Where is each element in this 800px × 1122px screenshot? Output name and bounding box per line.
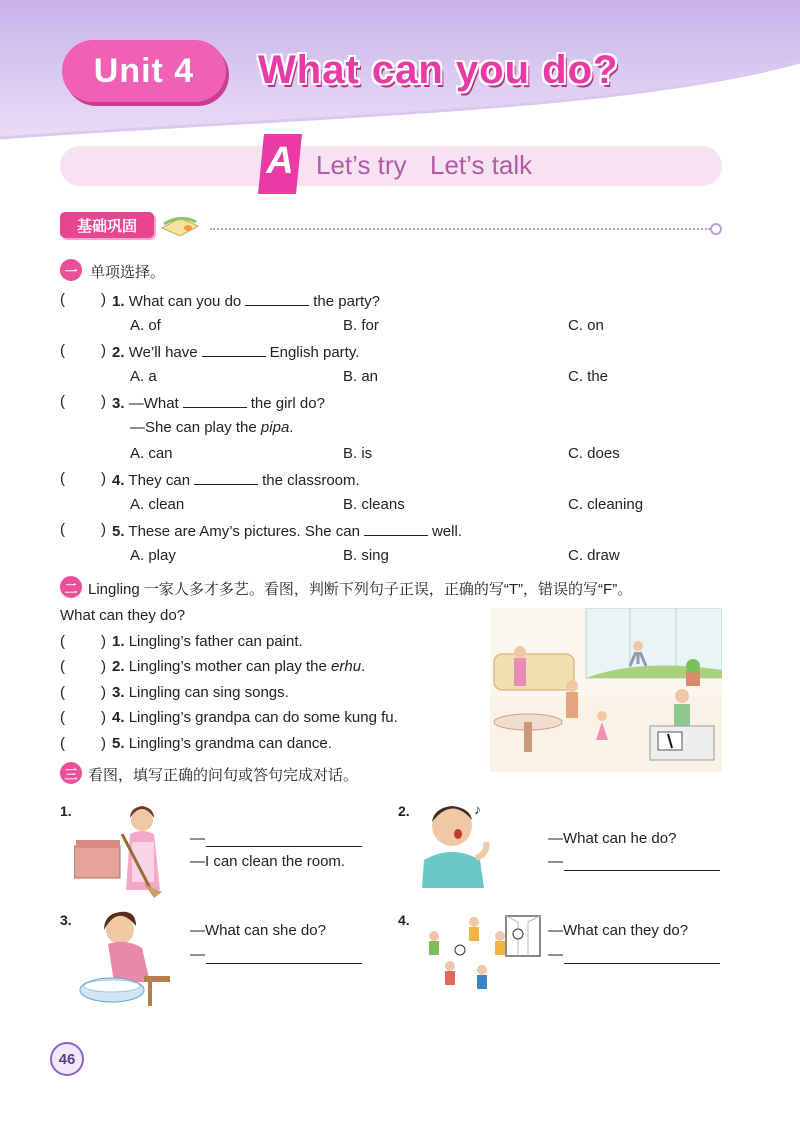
item-text: Lingling’s father can paint. <box>128 633 303 650</box>
part3-instruction: 看图，填写正确的问句或答句完成对话。 <box>88 767 359 784</box>
item-text: Lingling’s grandma can dance. <box>128 735 332 752</box>
item-number: 1. <box>112 633 125 650</box>
option-b: B. cleans <box>343 496 405 513</box>
section-lets-try: Let’s try <box>316 150 407 180</box>
dialog-3-number: 3. <box>60 912 72 928</box>
item-text: Lingling’s grandpa can do some kung fu. <box>128 709 398 726</box>
part3-badge: 三 <box>60 762 82 784</box>
question-number: 1. <box>112 293 125 310</box>
paren-close: ) <box>101 633 106 650</box>
tf-item-5 <box>112 735 332 752</box>
answer-blank[interactable] <box>202 342 266 357</box>
question-text: English party. <box>269 344 360 361</box>
option-c: C. the <box>568 368 609 385</box>
paren-open: ( <box>60 633 65 650</box>
item-number: 2. <box>112 658 125 675</box>
question-emphasis: pipa <box>260 419 290 436</box>
option-a: A. play <box>130 547 176 564</box>
paren-close: ) <box>101 735 106 752</box>
dialog-3-line1: —What can she do? <box>190 922 326 939</box>
dialog-3-line2: — <box>190 946 205 963</box>
question-text: the party? <box>313 293 380 310</box>
paren-open: ( <box>60 684 65 701</box>
question-text: . <box>289 419 294 436</box>
option-a: A. can <box>130 445 173 462</box>
paren-open: ( <box>60 393 65 410</box>
section-lets-talk: Let’s talk <box>430 150 533 180</box>
option-b: B. an <box>343 368 379 385</box>
dialog-4-line2: — <box>548 946 563 963</box>
paren-open: ( <box>60 709 65 726</box>
paren-close: ) <box>101 470 106 487</box>
option-a: A. a <box>130 368 157 385</box>
girl-washing-clothes-illustration <box>78 908 174 1008</box>
item-text: Lingling’s mother can play the <box>128 658 327 675</box>
question-number: 3. <box>112 395 125 412</box>
question-text: What can you do <box>128 293 242 310</box>
item-number: 4. <box>112 709 125 726</box>
question-3 <box>112 393 325 412</box>
item-emphasis: erhu <box>331 658 362 675</box>
paren-close: ) <box>101 684 106 701</box>
page-number: 46 <box>50 1042 84 1076</box>
part2-badge: 二 <box>60 576 82 598</box>
paren-close: ) <box>101 658 106 675</box>
question-text: We’ll have <box>128 344 198 361</box>
option-c: C. draw <box>568 547 620 564</box>
part1-badge: 一 <box>60 259 82 281</box>
item-text: . <box>361 658 366 675</box>
question-text: —What <box>128 395 179 412</box>
dialog-1-line2: —I can clean the room. <box>190 853 346 870</box>
paren-open: ( <box>60 342 65 359</box>
option-c: C. on <box>568 317 604 334</box>
answer-line[interactable] <box>206 846 362 847</box>
sandwich-icon <box>158 210 202 240</box>
unit-label: Unit 4 <box>93 51 195 90</box>
kids-playing-football-illustration <box>414 908 544 1004</box>
dialog-4-line1: —What can they do? <box>548 922 689 939</box>
question-2 <box>112 342 359 361</box>
paren-close: ) <box>101 521 106 538</box>
answer-line[interactable] <box>564 963 720 964</box>
question-number: 2. <box>112 344 125 361</box>
question-text: well. <box>431 523 462 540</box>
option-b: B. sing <box>343 547 389 564</box>
paren-close: ) <box>101 342 106 359</box>
section-letter-badge <box>256 134 304 194</box>
answer-blank[interactable] <box>245 291 309 306</box>
question-number: 4. <box>112 472 125 489</box>
item-text: Lingling can sing songs. <box>128 684 289 701</box>
option-a: A. of <box>130 317 161 334</box>
answer-blank[interactable] <box>194 470 258 485</box>
option-c: C. does <box>568 445 620 462</box>
paren-open: ( <box>60 291 65 308</box>
paren-open: ( <box>60 521 65 538</box>
divider-line <box>210 228 710 230</box>
family-scene-illustration <box>490 608 722 772</box>
option-b: B. is <box>343 445 373 462</box>
unit-badge <box>62 40 226 102</box>
paren-close: ) <box>101 291 106 308</box>
answer-blank[interactable] <box>364 521 428 536</box>
question-text: the classroom. <box>262 472 360 489</box>
dialog-2-line1: —What can he do? <box>548 830 677 847</box>
svg-text:♪: ♪ <box>474 801 481 817</box>
question-4 <box>112 470 360 489</box>
answer-blank[interactable] <box>183 393 247 408</box>
part2-instruction: Lingling 一家人多才多艺。看图，判断下列句子正误，正确的写“T”，错误的写“F”。 <box>88 581 633 598</box>
paren-open: ( <box>60 658 65 675</box>
option-c: C. cleaning <box>568 496 644 513</box>
question-text: They can <box>128 472 191 489</box>
paren-open: ( <box>60 470 65 487</box>
question-text: the girl do? <box>250 395 325 412</box>
unit-title: What can you do? <box>258 48 619 92</box>
option-a: A. clean <box>130 496 185 513</box>
part2-subhead: What can they do? <box>60 607 186 624</box>
boy-singing-illustration <box>412 798 504 890</box>
dialog-4-number: 4. <box>398 912 410 928</box>
question-5 <box>112 521 462 540</box>
dialog-1-line1: — <box>190 830 205 847</box>
option-b: B. for <box>343 317 379 334</box>
question-3-answer <box>130 419 293 436</box>
part1-instruction: 单项选择。 <box>90 264 166 281</box>
item-number: 3. <box>112 684 125 701</box>
item-number: 5. <box>112 735 125 752</box>
answer-line[interactable] <box>206 963 362 964</box>
dialog-1-number: 1. <box>60 803 72 819</box>
basic-consolidation-tag: 基础巩固 <box>60 212 154 238</box>
dialog-2-number: 2. <box>398 803 410 819</box>
divider-end <box>710 223 722 235</box>
question-number: 5. <box>112 523 125 540</box>
girl-sweeping-illustration <box>74 800 170 900</box>
answer-line[interactable] <box>564 870 720 871</box>
paren-open: ( <box>60 735 65 752</box>
question-text: —She can play the <box>130 419 257 436</box>
question-1 <box>112 291 380 310</box>
tf-item-4 <box>112 709 398 726</box>
paren-close: ) <box>101 709 106 726</box>
tf-item-2 <box>112 658 365 675</box>
question-text: These are Amy’s pictures. She can <box>128 523 360 540</box>
section-letter: A <box>266 140 294 182</box>
tf-item-3 <box>112 684 289 701</box>
paren-close: ) <box>101 393 106 410</box>
dialog-2-line2: — <box>548 853 563 870</box>
tf-item-1 <box>112 633 303 650</box>
